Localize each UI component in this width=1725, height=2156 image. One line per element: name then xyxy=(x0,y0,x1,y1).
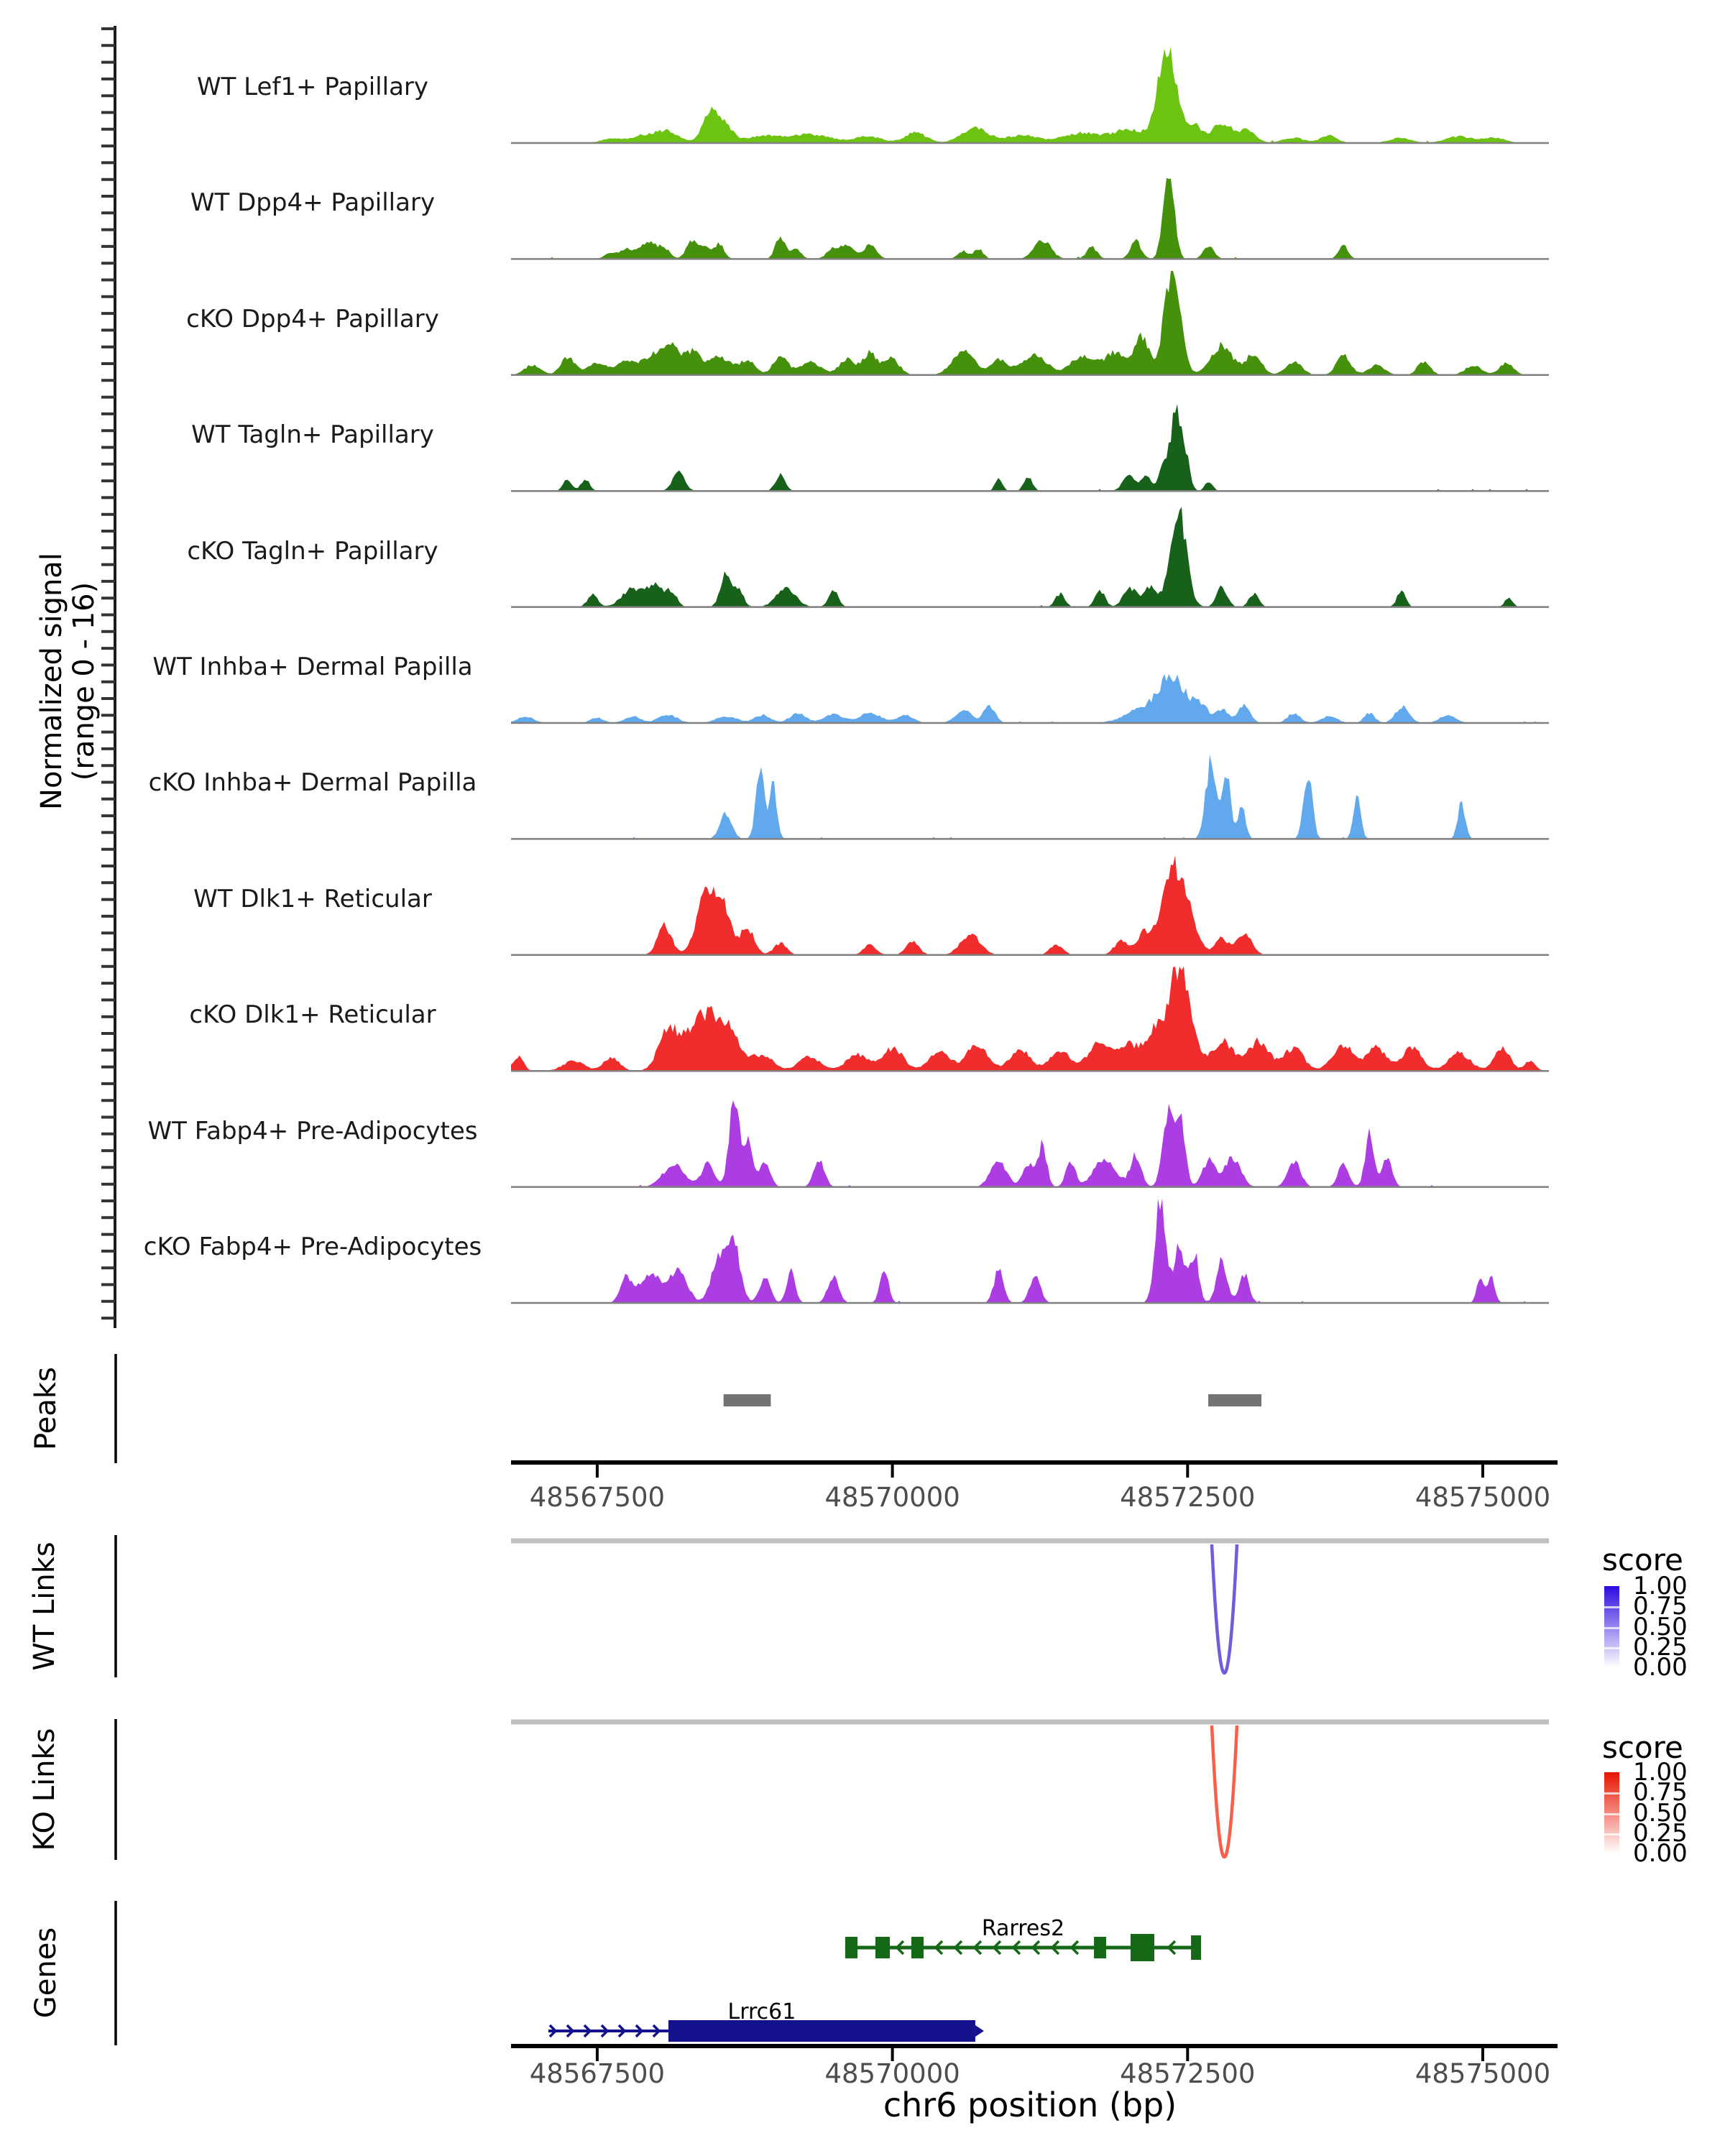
gene-exon-rarres2 xyxy=(911,1937,924,1958)
signal-area-track-10 xyxy=(511,1100,1549,1187)
legend-tick-mark xyxy=(1604,1792,1619,1795)
peak-region-rect-2 xyxy=(1208,1394,1261,1406)
signal-area-track-6 xyxy=(511,674,1549,723)
legend-tick-mark xyxy=(1604,1813,1619,1815)
track-label-11: cKO Fabp4+ Pre-Adipocytes xyxy=(143,1233,482,1261)
ko-score-legend-title: score xyxy=(1602,1730,1683,1765)
gene-name-lrrc61: Lrrc61 xyxy=(727,1999,796,2024)
track-label-5: cKO Tagln+ Papillary xyxy=(187,536,438,566)
wt-score-gradient-bar xyxy=(1604,1586,1619,1667)
legend-value-label: 0.75 xyxy=(1633,1592,1688,1621)
peak-region-rect-1 xyxy=(724,1394,771,1406)
genome-axis-top-tick-label-3: 48572500 xyxy=(1120,1482,1256,1513)
genome-axis-bottom-tick-label-2: 48570000 xyxy=(824,2058,960,2089)
legend-tick-mark xyxy=(1604,1833,1619,1835)
signal-area-track-8 xyxy=(511,856,1549,956)
track-label-6: WT Inhba+ Dermal Papilla xyxy=(152,653,473,681)
wt-link-arc xyxy=(1212,1544,1237,1673)
signal-area-track-2 xyxy=(511,178,1549,259)
gene-exon-rarres2 xyxy=(1094,1937,1106,1958)
legend-value-label: 1.00 xyxy=(1633,1572,1688,1600)
ko-link-arc xyxy=(1212,1726,1237,1857)
genome-axis-bottom-tick-label-3: 48572500 xyxy=(1120,2058,1256,2089)
y-axis-label-line2: (range 0 - 16) xyxy=(68,581,101,781)
gene-exon-rarres2 xyxy=(875,1937,890,1958)
gene-exon-rarres2 xyxy=(845,1937,857,1958)
genome-axis-bottom-tick-label-1: 48567500 xyxy=(529,2058,666,2089)
genes-section-label: Genes xyxy=(29,1927,63,2019)
legend-value-label: 0.00 xyxy=(1633,1839,1688,1868)
signal-area-track-1 xyxy=(511,47,1549,144)
gene-exon-rarres2 xyxy=(1191,1935,1201,1960)
signal-area-track-7 xyxy=(511,755,1549,839)
signal-area-track-9 xyxy=(511,967,1549,1071)
track-label-10: WT Fabp4+ Pre-Adipocytes xyxy=(147,1116,478,1146)
genome-axis-bottom-tick-label-4: 48575000 xyxy=(1414,2058,1551,2089)
gene-end-arrow-lrrc61 xyxy=(975,2025,984,2037)
legend-tick-mark xyxy=(1604,1627,1619,1629)
legend-tick-mark xyxy=(1604,1647,1619,1649)
y-axis-label-line1: Normalized signal xyxy=(35,553,68,810)
ko-score-gradient-bar xyxy=(1604,1772,1619,1853)
peaks-section-label: Peaks xyxy=(29,1367,63,1450)
legend-value-label: 0.25 xyxy=(1633,1818,1688,1848)
genome-axis-top-tick-label-1: 48567500 xyxy=(529,1482,666,1513)
track-label-9: cKO Dlk1+ Reticular xyxy=(189,1000,436,1030)
legend-value-label: 0.50 xyxy=(1633,1612,1688,1641)
legend-value-label: 0.75 xyxy=(1633,1778,1688,1807)
wt-score-legend-title: score xyxy=(1602,1542,1683,1577)
signal-area-track-4 xyxy=(511,404,1549,491)
signal-area-track-3 xyxy=(511,271,1549,375)
legend-value-label: 0.50 xyxy=(1633,1798,1688,1828)
track-label-8: WT Dlk1+ Reticular xyxy=(193,884,432,913)
legend-value-label: 1.00 xyxy=(1633,1758,1688,1787)
track-label-1: WT Lef1+ Papillary xyxy=(196,73,429,101)
signal-area-track-11 xyxy=(511,1199,1549,1303)
x-axis-title: chr6 position (bp) xyxy=(883,2086,1177,2124)
track-label-2: WT Dpp4+ Papillary xyxy=(190,188,436,218)
track-label-7: cKO Inhba+ Dermal Papilla xyxy=(148,768,477,798)
legend-tick-mark xyxy=(1604,1606,1619,1608)
genome-axis-bottom-line xyxy=(511,2044,1558,2048)
ko-links-section-label: KO Links xyxy=(28,1728,61,1851)
gene-name-rarres2: Rarres2 xyxy=(981,1916,1065,1941)
genome-axis-top-tick-label-2: 48570000 xyxy=(824,1482,960,1513)
track-label-4: WT Tagln+ Papillary xyxy=(191,420,434,450)
genome-axis-top-tick-label-4: 48575000 xyxy=(1414,1482,1551,1513)
legend-value-label: 0.25 xyxy=(1633,1632,1688,1662)
signal-area-track-5 xyxy=(511,507,1549,607)
track-label-3: cKO Dpp4+ Papillary xyxy=(186,304,439,333)
gene-exon-rarres2 xyxy=(1131,1934,1154,1961)
genome-axis-top-line xyxy=(511,1460,1558,1465)
gene-body-lrrc61 xyxy=(668,2020,975,2042)
legend-value-label: 0.00 xyxy=(1633,1653,1688,1682)
wt-links-section-label: WT Links xyxy=(28,1542,61,1671)
